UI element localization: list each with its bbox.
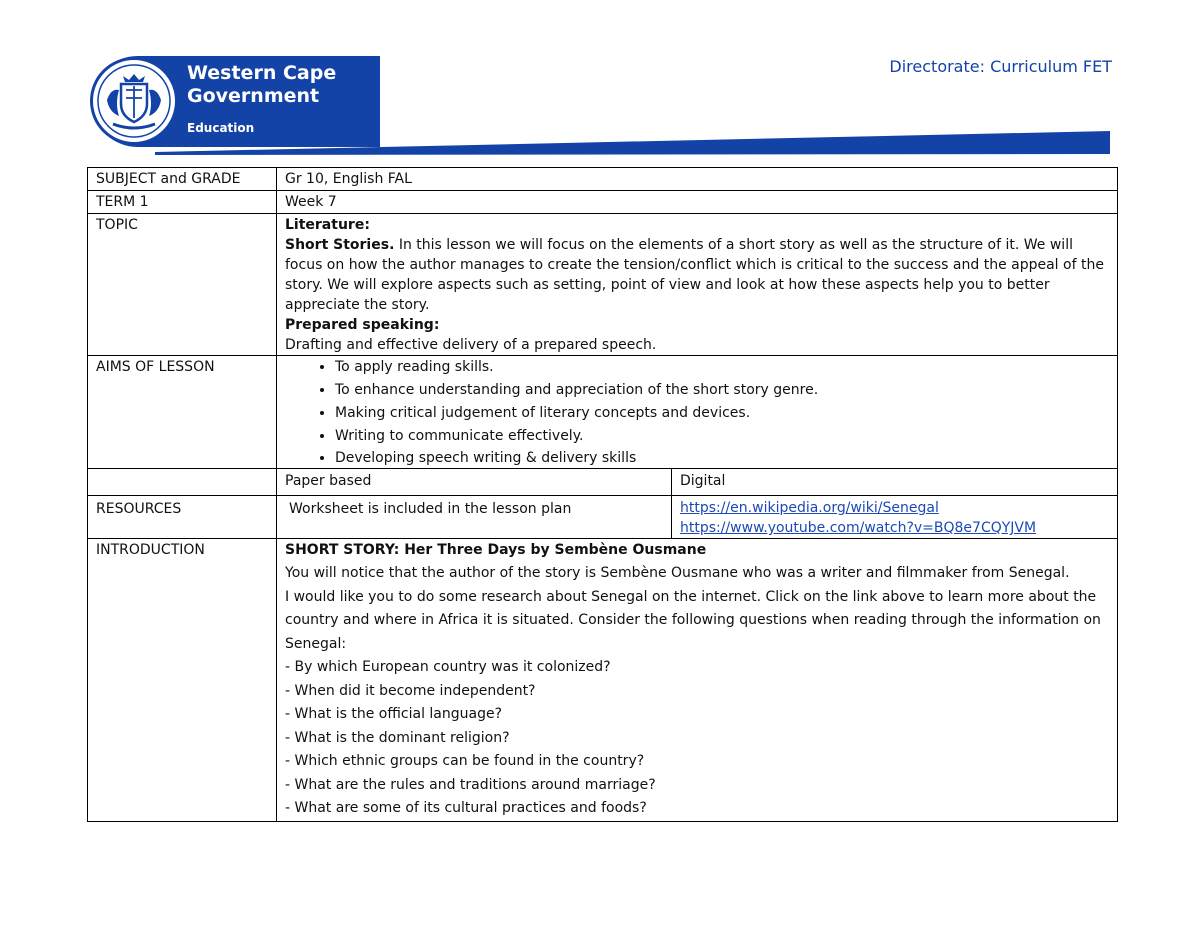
youtube-link[interactable]: https://www.youtube.com/watch?v=BQ8e7CQYJVM (680, 520, 1037, 536)
literature-heading: Literature: (285, 217, 370, 233)
research-question: - What is the dominant religion? (285, 729, 510, 746)
brand-name (187, 62, 336, 135)
topic-content (277, 214, 1118, 356)
aim-item: • Making critical judgement of literary concepts and devices. (335, 402, 1109, 425)
paper-resource: Worksheet is included in the lesson plan (277, 496, 672, 539)
term-label: TERM 1 (88, 191, 277, 214)
brand-line-2: Government (187, 85, 320, 107)
short-stories-text: In this lesson we will focus on the elements of a short story as well as the structure of it. We will focus on how the author manages to create the tension/conflict which is critical to the success and the appeal of the story. We will explore aspects such as setting, point of view and look at how these aspects help you to better appreciate the story. (285, 237, 1104, 313)
subject-value: Gr 10, English FAL (277, 168, 1118, 191)
prepared-speaking-heading: Prepared speaking: (285, 317, 440, 333)
story-title: SHORT STORY: Her Three Days by Sembène Ousmane (285, 542, 707, 558)
aims-list (285, 356, 1109, 468)
resources-label: RESOURCES (88, 496, 277, 539)
research-question: - By which European country was it colonized? (285, 659, 611, 675)
wikipedia-link[interactable]: https://en.wikipedia.org/wiki/Senegal (680, 500, 939, 516)
intro-paragraph-1: You will notice that the author of the story is Sembène Ousmane who was a writer and filmmaker from Senegal. (285, 565, 1070, 581)
term-value: Week 7 (277, 191, 1118, 214)
research-question: - When did it become independent? (285, 682, 536, 699)
subject-row (88, 168, 1118, 191)
digital-resources (672, 496, 1118, 539)
topic-label: TOPIC (88, 214, 277, 356)
term-row (88, 191, 1118, 214)
introduction-label: INTRODUCTION (88, 539, 277, 822)
prepared-speaking-text: Drafting and effective delivery of a prepared speech. (285, 337, 657, 353)
aim-item: • Writing to communicate effectively. (335, 425, 1109, 448)
resources-header-empty (88, 469, 277, 496)
intro-paragraph-2: I would like you to do some research about Senegal on the internet. Click on the link above to learn more about the country and where in Africa it is situated. Consider the following questions when reading through the information on Senegal: (285, 588, 1101, 652)
page-header (0, 0, 1200, 165)
introduction-row (88, 539, 1118, 822)
short-stories-label: Short Stories. (285, 237, 395, 253)
research-question: - Which ethnic groups can be found in the country? (285, 753, 645, 769)
resources-row (88, 496, 1118, 539)
paper-based-header: Paper based (277, 469, 672, 496)
brand-line-1: Western Cape (187, 62, 337, 84)
aim-item: • Developing speech writing & delivery skills (335, 448, 1109, 468)
introduction-content (277, 539, 1118, 822)
subject-label: SUBJECT and GRADE (88, 168, 277, 191)
topic-row (88, 214, 1118, 356)
digital-header: Digital (672, 469, 1118, 496)
research-question: - What are some of its cultural practices and foods? (285, 800, 647, 816)
research-question: - What are the rules and traditions around marriage? (285, 776, 656, 793)
aims-row (88, 356, 1118, 469)
coat-of-arms-icon (90, 57, 178, 145)
aim-item: • To apply reading skills. (335, 356, 1109, 379)
aim-item: • To enhance understanding and appreciation of the short story genre. (335, 379, 1109, 402)
short-stories-paragraph (285, 235, 1109, 315)
resources-header-row (88, 469, 1118, 496)
research-question: - What is the official language? (285, 706, 503, 722)
aims-label: AIMS OF LESSON (88, 356, 277, 469)
aims-content (277, 356, 1118, 469)
lesson-plan-table (87, 167, 1118, 822)
directorate-title: Directorate: Curriculum FET (889, 57, 1112, 76)
brand-line-3: Education (187, 121, 255, 135)
